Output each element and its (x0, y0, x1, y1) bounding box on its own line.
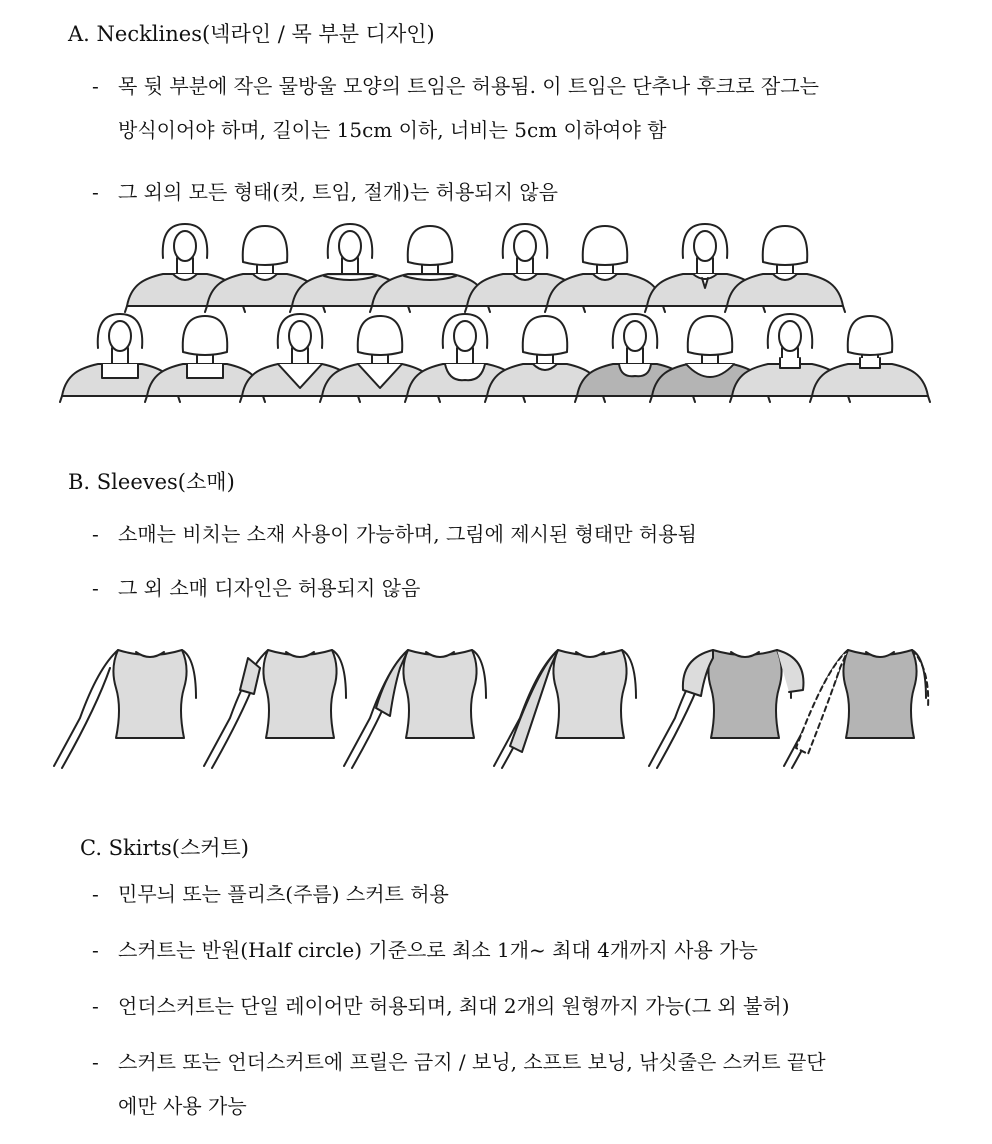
bullet-dash: - (92, 938, 99, 962)
sleeve-figure (204, 650, 346, 768)
section-heading-skirts: C. Skirts(스커트) (80, 836, 249, 860)
rule-text: 그 외의 모든 형태(컷, 트임, 절개)는 허용되지 않음 (118, 180, 558, 204)
neckline-figure (810, 316, 930, 402)
sleeve-figure (344, 650, 486, 768)
rule-text: 스커트 또는 언더스커트에 프릴은 금지 / 보닝, 소프트 보닝, 낚싯줄은 스커트 끝단 (118, 1050, 826, 1074)
neckline-rule-1 (92, 64, 952, 152)
necklines-illustration (0, 222, 992, 412)
rule-text: 목 뒷 부분에 작은 물방울 모양의 트임은 허용됨. 이 트임은 단추나 후크로 잠그는 (118, 74, 819, 98)
section-heading-sleeves: B. Sleeves(소매) (68, 470, 235, 494)
sleeve-figure (494, 650, 636, 768)
bullet-dash: - (92, 522, 99, 546)
rule-text: 그 외 소매 디자인은 허용되지 않음 (118, 576, 421, 600)
sleeve-rule-2 (92, 566, 952, 610)
neckline-rule-2 (92, 170, 952, 214)
bullet-dash: - (92, 576, 99, 600)
rule-text: 언더스커트는 단일 레이어만 허용되며, 최대 2개의 원형까지 가능(그 외 불허) (118, 994, 790, 1018)
rule-text-continued: 방식이어야 하며, 길이는 15cm 이하, 너비는 5cm 이하여야 함 (118, 118, 667, 142)
skirt-rule-1 (92, 872, 952, 916)
rule-text: 민무늬 또는 플리츠(주름) 스커트 허용 (118, 882, 449, 906)
skirt-rule-4 (92, 1040, 952, 1128)
bullet-dash: - (92, 180, 99, 204)
neckline-figure (545, 226, 665, 312)
sleeve-rule-1 (92, 512, 952, 556)
neckline-figure (725, 226, 845, 312)
sleeve-figure (54, 650, 196, 768)
sleeves-illustration (0, 628, 992, 778)
sleeve-figure (784, 650, 928, 768)
rule-text: 스커트는 반원(Half circle) 기준으로 최소 1개~ 최대 4개까지 사용 가능 (118, 938, 758, 962)
bullet-dash: - (92, 1050, 99, 1074)
section-heading-necklines: A. Necklines(넥라인 / 목 부분 디자인) (68, 22, 435, 46)
rule-text: 소매는 비치는 소재 사용이 가능하며, 그림에 제시된 형태만 허용됨 (118, 522, 697, 546)
skirt-rule-2 (92, 928, 952, 972)
sleeve-figure (649, 650, 803, 768)
skirt-rule-3 (92, 984, 952, 1028)
bullet-dash: - (92, 882, 99, 906)
rule-text-continued: 에만 사용 가능 (118, 1094, 247, 1118)
bullet-dash: - (92, 994, 99, 1018)
bullet-dash: - (92, 74, 99, 98)
